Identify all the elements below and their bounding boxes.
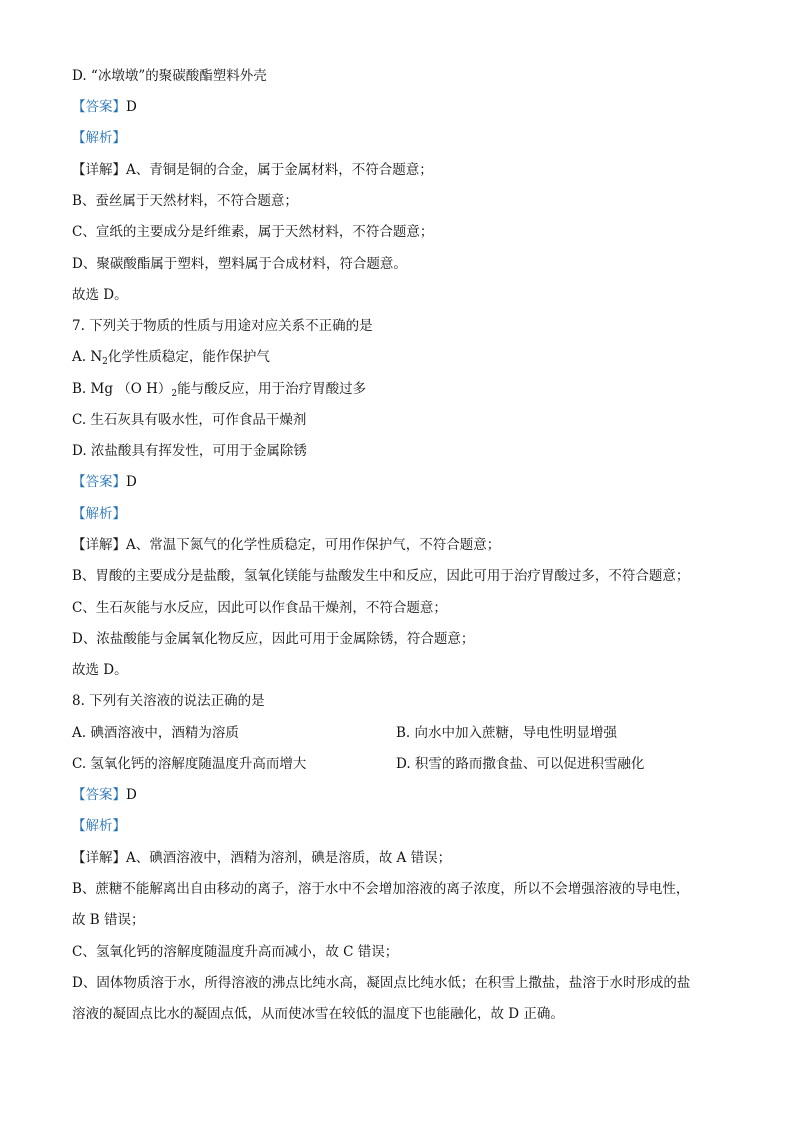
q6-detail-a (72, 161, 433, 179)
detail-tag: 【详解】 (72, 162, 126, 178)
q7-option-a: A. $N_2$化学性质稳定，能作保护气 (72, 349, 270, 367)
q7-option-b: B. Mg （O $H)_2$能与酸反应，用于治疗胃酸过多 (72, 381, 367, 399)
q7-answer (72, 473, 137, 491)
q8-options-row2 (72, 755, 645, 773)
q6-detail-d: D、聚碳酸酯属于塑料，塑料属于合成材料，符合题意。 (72, 256, 407, 272)
q7-stem: 7. 下列关于物质的性质与用途对应关系不正确的是 (72, 318, 373, 334)
q8-detail-b-line2: 故 B 错误； (72, 912, 145, 928)
answer-tag: 【答案】 (72, 99, 126, 115)
q6-conclusion: 故选 D。 (72, 287, 128, 303)
q8-detail-d-line2: 溶液的凝固点比水的凝固点低，从而使冰雪在较低的温度下也能融化，故 D 正确。 (72, 1006, 564, 1022)
q8-detail-c: C、氢氧化钙的溶解度随温度升高而减小，故 C 错误； (72, 944, 399, 960)
q8-option-d: D. 积雪的路而撒食盐、可以促进积雪融化 (396, 756, 645, 772)
detail-text: A、常温下氮气的化学性质稳定，可用作保护气，不符合题意； (126, 537, 501, 553)
q8-options-row1 (72, 724, 618, 742)
q6-option-d: D. “冰墩墩”的聚碳酸酯塑料外壳 (72, 68, 267, 84)
q7-option-d: D. 浓盐酸具有挥发性，可用于金属除锈 (72, 443, 307, 459)
detail-tag: 【详解】 (72, 850, 126, 866)
q7-analysis-tag: 【解析】 (72, 506, 126, 522)
q7-detail-d: D、浓盐酸能与金属氧化物反应，因此可用于金属除锈，符合题意； (72, 631, 475, 647)
answer-tag: 【答案】 (72, 474, 126, 490)
q8-option-b: B. 向水中加入蔗糖，导电性明显增强 (396, 725, 618, 741)
q6-detail-b: B、蚕丝属于天然材料，不符合题意； (72, 193, 298, 209)
q7-detail-c: C、生石灰能与水反应，因此可以作食品干燥剂，不符合题意； (72, 600, 447, 616)
detail-tag: 【详解】 (72, 537, 126, 553)
q7-detail-b: B、胃酸的主要成分是盐酸，氢氧化镁能与盐酸发生中和反应，因此可用于治疗胃酸过多，不符合题意； (72, 568, 690, 584)
q8-detail-d-line1: D、固体物质溶于水，所得溶液的沸点比纯水高，凝固点比纯水低；在积雪上撒盐，盐溶于水时形成的盐 (72, 975, 691, 991)
detail-text: A、碘酒溶液中，酒精为溶剂，碘是溶质，故 A 错误； (126, 850, 452, 866)
q8-stem: 8. 下列有关溶液的说法正确的是 (72, 693, 265, 709)
q8-option-c: C. 氢氧化钙的溶解度随温度升高而增大 (72, 756, 307, 772)
q7-option-c: C. 生石灰具有吸水性，可作食品干燥剂 (72, 412, 307, 428)
q8-analysis-tag: 【解析】 (72, 818, 126, 834)
q6-answer (72, 98, 137, 116)
answer-value: D (126, 99, 137, 115)
q8-option-a: A. 碘酒溶液中，酒精为溶质 (72, 725, 239, 741)
q8-answer (72, 786, 137, 804)
answer-value: D (126, 474, 137, 490)
answer-value: D (126, 787, 137, 803)
detail-text: A、青铜是铜的合金，属于金属材料，不符合题意； (126, 162, 433, 178)
q6-analysis-tag: 【解析】 (72, 130, 126, 146)
q8-detail-a (72, 849, 451, 867)
q6-detail-c: C、宣纸的主要成分是纤维素，属于天然材料，不符合题意； (72, 224, 434, 240)
answer-tag: 【答案】 (72, 787, 126, 803)
q7-conclusion: 故选 D。 (72, 662, 128, 678)
q7-detail-a (72, 536, 500, 554)
q8-detail-b-line1: B、蔗糖不能解离出自由移动的离子，溶于水中不会增加溶液的离子浓度，所以不会增强溶液的导电性， (72, 881, 690, 897)
